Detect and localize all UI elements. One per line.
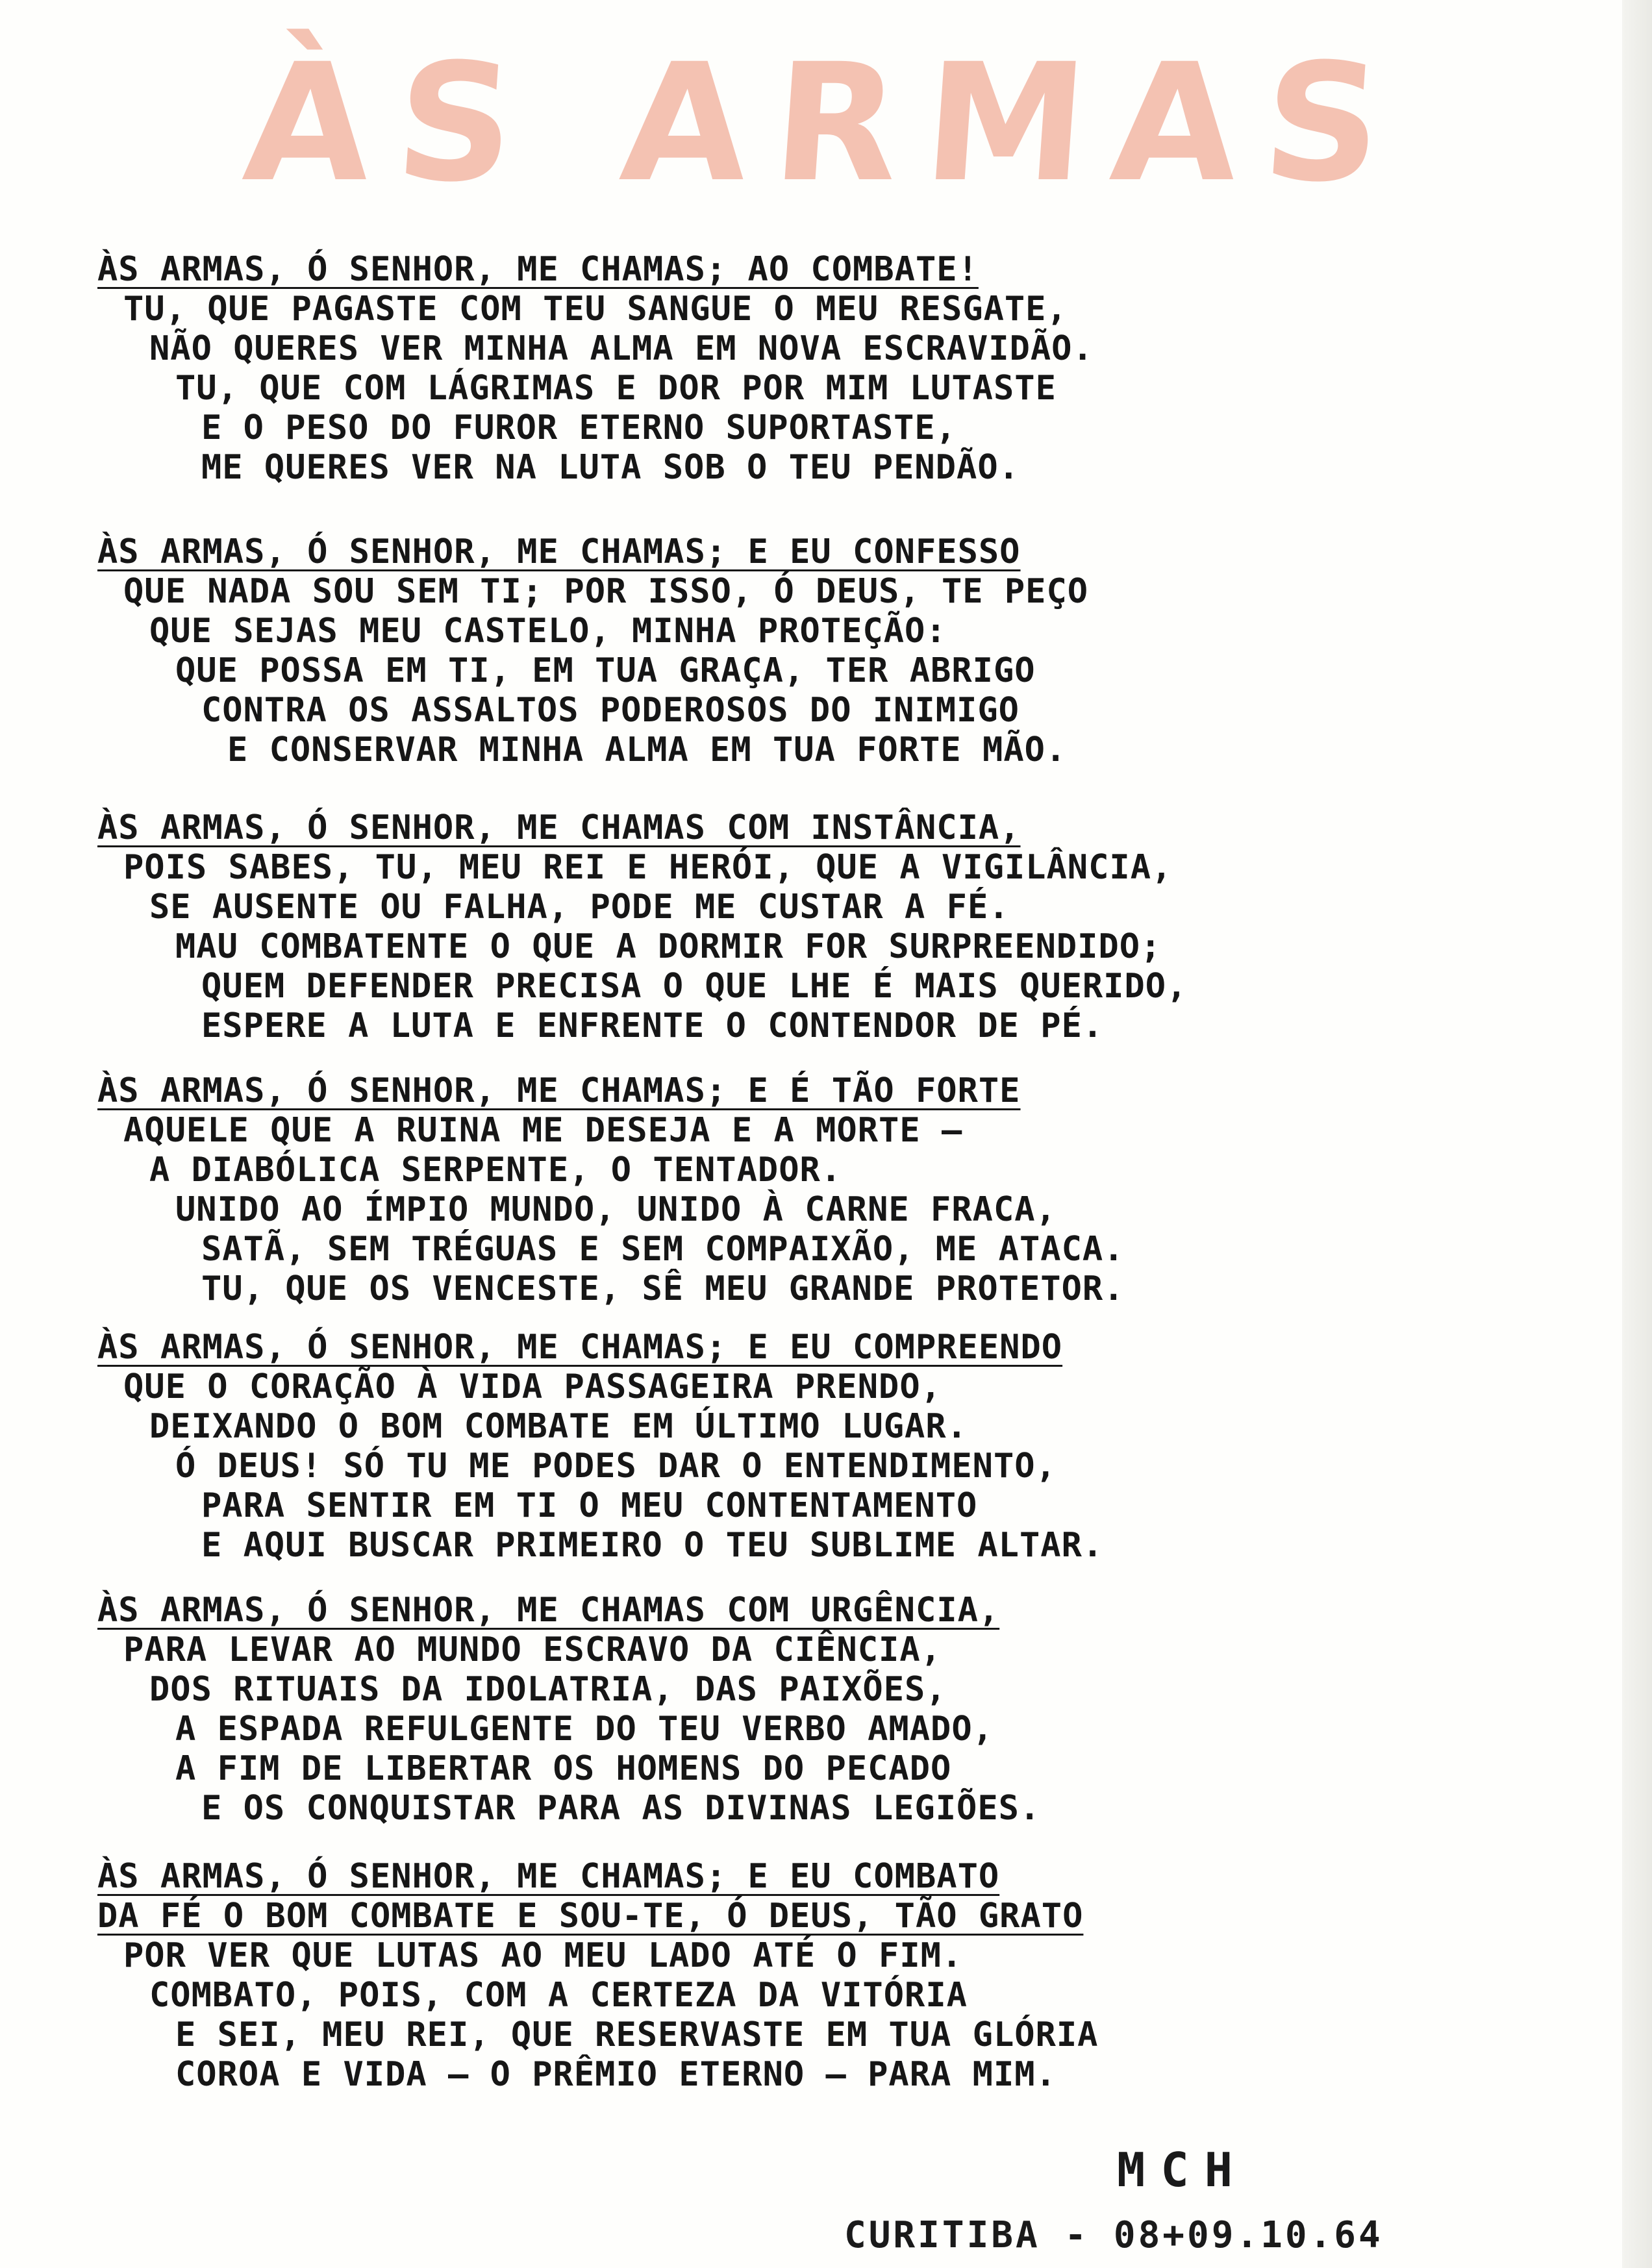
stanza-line: ÀS ARMAS, Ó SENHOR, ME CHAMAS; E É TÃO FORTE — [97, 1071, 1021, 1110]
stanza-line: QUEM DEFENDER PRECISA O QUE LHE É MAIS QUERIDO, — [201, 967, 1188, 1006]
stanza-line: E O PESO DO FUROR ETERNO SUPORTASTE, — [201, 408, 957, 447]
stanza-line: POIS SABES, TU, MEU REI E HERÓI, QUE A VIGILÂNCIA, — [123, 848, 1173, 887]
stanza-line: ÀS ARMAS, Ó SENHOR, ME CHAMAS; E EU COMBATO — [97, 1857, 1000, 1896]
stanza-line: A ESPADA REFULGENTE DO TEU VERBO AMADO, — [175, 1710, 994, 1749]
stanza-line: ÀS ARMAS, Ó SENHOR, ME CHAMAS COM URGÊNCIA, — [97, 1591, 1000, 1630]
stanza-3 — [97, 808, 1578, 1046]
stanza-line: ÀS ARMAS, Ó SENHOR, ME CHAMAS COM INSTÂNCIA, — [97, 808, 1021, 847]
stanza-line: ÀS ARMAS, Ó SENHOR, ME CHAMAS; E EU CONFESSO — [97, 532, 1021, 571]
stanza-line: ÀS ARMAS, Ó SENHOR, ME CHAMAS; E EU COMPREENDO — [97, 1328, 1063, 1367]
stanza-line: A DIABÓLICA SERPENTE, O TENTADOR. — [149, 1151, 842, 1190]
stanza-line: TU, QUE COM LÁGRIMAS E DOR POR MIM LUTASTE — [175, 369, 1057, 408]
stanza-line: QUE SEJAS MEU CASTELO, MINHA PROTEÇÃO: — [149, 612, 947, 651]
stanza-line: AQUELE QUE A RUINA ME DESEJA E A MORTE — — [123, 1111, 963, 1150]
stanza-line: DEIXANDO O BOM COMBATE EM ÚLTIMO LUGAR. — [149, 1407, 968, 1446]
stanza-line: E OS CONQUISTAR PARA AS DIVINAS LEGIÕES. — [201, 1789, 1041, 1828]
poem-title: ÀS ARMAS — [238, 29, 1414, 218]
stanza-line: TU, QUE OS VENCESTE, SÊ MEU GRANDE PROTETOR. — [201, 1269, 1125, 1308]
stanza-line: E AQUI BUSCAR PRIMEIRO O TEU SUBLIME ALTAR. — [201, 1526, 1104, 1565]
page-edge-shadow — [1622, 0, 1652, 2268]
stanza-line: PARA LEVAR AO MUNDO ESCRAVO DA CIÊNCIA, — [123, 1630, 942, 1669]
stanza-line: COROA E VIDA — O PRÊMIO ETERNO — PARA MIM. — [175, 2055, 1057, 2094]
stanza-line: Ó DEUS! SÓ TU ME PODES DAR O ENTENDIMENTO, — [175, 1447, 1057, 1486]
place-and-date: CURITIBA - 08+09.10.64 — [844, 2214, 1383, 2256]
stanza-line: DOS RITUAIS DA IDOLATRIA, DAS PAIXÕES, — [149, 1670, 947, 1709]
stanza-line: SE AUSENTE OU FALHA, PODE ME CUSTAR A FÉ. — [149, 888, 1010, 927]
stanza-line: DA FÉ O BOM COMBATE E SOU-TE, Ó DEUS, TÃO GRATO — [97, 1897, 1084, 1936]
stanza-line: TU, QUE PAGASTE COM TEU SANGUE O MEU RESGATE, — [123, 290, 1068, 329]
stanza-line: ME QUERES VER NA LUTA SOB O TEU PENDÃO. — [201, 448, 1020, 487]
stanza-line: COMBATO, POIS, COM A CERTEZA DA VITÓRIA — [149, 1976, 968, 2015]
stanza-line: POR VER QUE LUTAS AO MEU LADO ATÉ O FIM. — [123, 1936, 963, 1975]
stanza-line: A FIM DE LIBERTAR OS HOMENS DO PECADO — [175, 1749, 952, 1788]
stanza-line: QUE O CORAÇÃO À VIDA PASSAGEIRA PRENDO, — [123, 1367, 942, 1406]
stanza-line: CONTRA OS ASSALTOS PODEROSOS DO INIMIGO — [201, 691, 1020, 730]
stanza-5 — [97, 1328, 1578, 1565]
stanza-line: PARA SENTIR EM TI O MEU CONTENTAMENTO — [201, 1486, 978, 1525]
stanza-line: ÀS ARMAS, Ó SENHOR, ME CHAMAS; AO COMBATE! — [97, 250, 979, 289]
stanza-line: E SEI, MEU REI, QUE RESERVASTE EM TUA GLÓRIA — [175, 2015, 1099, 2054]
stanza-line: UNIDO AO ÍMPIO MUNDO, UNIDO À CARNE FRACA, — [175, 1190, 1057, 1229]
stanza-line: MAU COMBATENTE O QUE A DORMIR FOR SURPREENDIDO; — [175, 927, 1162, 966]
stanza-1 — [97, 250, 1578, 488]
stanza-6 — [97, 1591, 1578, 1828]
stanza-4 — [97, 1071, 1578, 1309]
stanza-7 — [97, 1857, 1578, 2095]
author-signature: MCH — [1117, 2143, 1249, 2197]
stanza-line: NÃO QUERES VER MINHA ALMA EM NOVA ESCRAVIDÃO. — [149, 329, 1094, 368]
stanza-line: ESPERE A LUTA E ENFRENTE O CONTENDOR DE PÉ. — [201, 1006, 1104, 1045]
stanza-line: QUE POSSA EM TI, EM TUA GRAÇA, TER ABRIGO — [175, 651, 1036, 690]
stanza-line: E CONSERVAR MINHA ALMA EM TUA FORTE MÃO. — [227, 730, 1067, 769]
stanza-line: SATÃ, SEM TRÉGUAS E SEM COMPAIXÃO, ME ATACA. — [201, 1230, 1125, 1269]
stanza-line: QUE NADA SOU SEM TI; POR ISSO, Ó DEUS, TE PEÇO — [123, 572, 1089, 611]
stanza-2 — [97, 532, 1578, 770]
